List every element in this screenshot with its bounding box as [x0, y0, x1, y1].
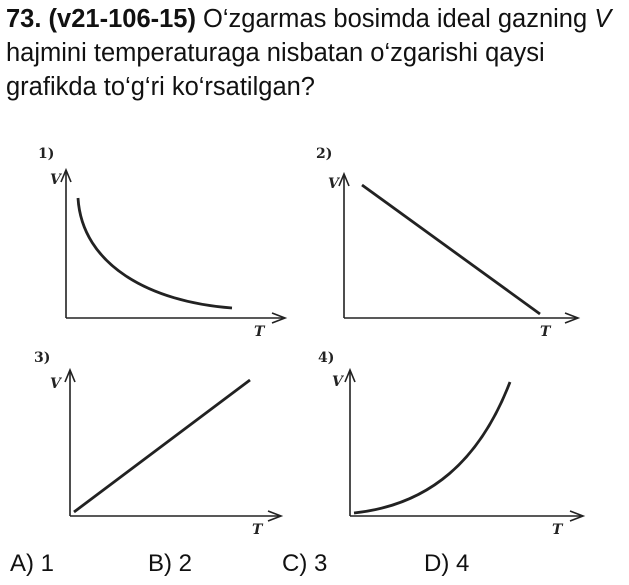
graph-1-y-label: V	[50, 172, 61, 188]
answer-options	[10, 548, 620, 582]
graph-2-x-label: T	[540, 324, 551, 340]
answer-a[interactable]	[10, 548, 54, 580]
graph-3-label: 3)	[34, 350, 51, 366]
answer-a-letter: A)	[10, 550, 34, 577]
graph-1-label: 1)	[38, 146, 55, 162]
graph-3-y-label: V	[50, 376, 61, 392]
graph-4-curve	[354, 382, 510, 513]
graph-4-label: 4)	[318, 350, 335, 366]
question-code: (v21-106-15)	[48, 5, 196, 33]
question-number: 73.	[6, 5, 42, 33]
answer-a-value: 1	[40, 550, 55, 577]
answer-d-letter: D)	[424, 550, 450, 577]
graph-4-y-label: V	[332, 374, 343, 390]
graph-2-y-label: V	[328, 176, 339, 192]
answer-c-value: 3	[314, 550, 328, 577]
question-text-part2: hajmini temperaturaga nisbatan o‘zgarishi qaysi grafikda to‘g‘ri ko‘rsatilgan?	[6, 39, 545, 101]
answer-b-letter: B)	[148, 550, 172, 577]
answer-c[interactable]	[282, 548, 327, 580]
graph-4-x-label: T	[552, 522, 563, 538]
answer-b-value: 2	[178, 550, 193, 577]
answer-c-letter: C)	[282, 550, 308, 577]
question-variable: V	[594, 5, 612, 33]
graph-1-x-label: T	[254, 324, 265, 340]
graph-3-x-label: T	[252, 522, 263, 538]
answer-d-value: 4	[456, 550, 470, 577]
answer-d[interactable]	[424, 548, 469, 580]
question-text-part1: O‘zgarmas bosimda ideal gazning	[195, 5, 595, 33]
answer-b[interactable]	[148, 548, 192, 580]
graph-2-label: 2)	[316, 146, 333, 162]
